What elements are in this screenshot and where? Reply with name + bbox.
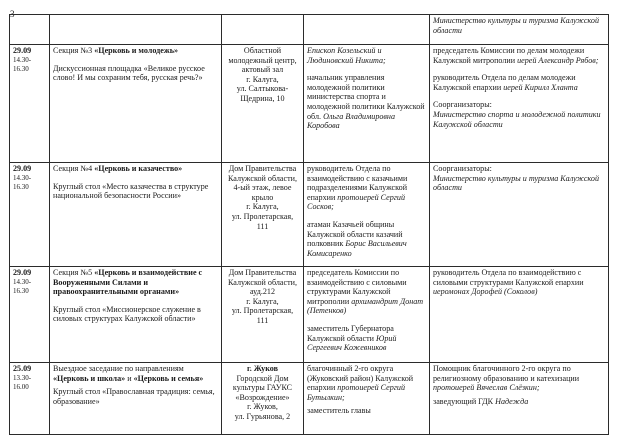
moderators-cell: Помощник благочинного 2-го округа по религиозному образованию и катехизации протоиерей Вячеслав Слёзкин; заведующий ГДК Надежда — [430, 363, 609, 435]
date-cell: 29.09 14.30-16.30 — [10, 163, 50, 267]
speakers-cell: руководитель Отдела по взаимодействию с казачьими подразделениями Калужской епархии протоиерей Сергий Сосков; атаман Казачьей общины Калужской области казачий полковник Борис Васильевич Комисаренко — [304, 163, 430, 267]
moderators-cell: руководитель Отдела по взаимодействию с силовыми структурами Калужской епархии иеромонах Дорофей (Соколов) — [430, 267, 609, 363]
table-row — [10, 267, 609, 363]
event-cell: Секция №4 «Церковь и казачество» Круглый стол «Место казачества в структуре национальной безопасности России» — [50, 163, 222, 267]
table-row — [10, 163, 609, 267]
date-cell: 29.09 14.30-16.30 — [10, 267, 50, 363]
event-cell: Секция №5 «Церковь и взаимодействие с Вооруженными Силами и правоохранительными органами» Круглый стол «Миссионерское служение в силовых структурах Калужской области» — [50, 267, 222, 363]
speakers-cell: благочинный 2-го округа (Жуковский район) Калужской епархии протоиерей Сергий Бутылкин; заместитель главы — [304, 363, 430, 435]
co-organizer: Министерство культуры и туризма Калужской области — [433, 16, 599, 35]
place-cell: г. Жуков Городской Дом культуры ГАУКС «Возрождение» г. Жуков, ул. Гурьянова, 2 — [222, 363, 304, 435]
table-row — [10, 45, 609, 163]
date-cell: 25.09 13.30-16.00 — [10, 363, 50, 435]
place-cell: Дом Правительства Калужской области, ауд.212 г. Калуга, ул. Пролетарская, 111 — [222, 267, 304, 363]
place-cell: Дом Правительства Калужской области, 4-ый этаж, левое крыло г. Калуга, ул. Пролетарская, 111 — [222, 163, 304, 267]
speakers-cell: Епископ Козельский и Людиновский Никита; начальник управления молодежной политики министерства спорта и молодежной политики Калужской обл. Ольга Владимировна Коробова — [304, 45, 430, 163]
table-row — [10, 363, 609, 435]
table-row — [10, 15, 609, 45]
event-description: Дискуссионная площадка «Великое русское слово! И мы сохраним тебя, русская речь?» — [53, 63, 205, 83]
event-cell — [50, 45, 222, 163]
page-number: 3 — [10, 9, 15, 19]
speakers-cell: председатель Комиссии по взаимодействию с силовыми структурами Калужской митрополии архимандрит Донат (Петенков) заместитель Губернатора Калужской области Юрий Сергеевич Кожевников — [304, 267, 430, 363]
moderators-cell: председатель Комиссии по делам молодежи Калужской митрополии иерей Александр Рябов; руководитель Отдела по делам молодежи Калужской епархии иерей Кирилл Хланта Соорганизаторы: Министерство спорта и молодежной политики Калужской области — [430, 45, 609, 163]
place-cell: Областной молодежный центр, актовый зал г. Калуга, ул. Салтыкова- Щедрина, 10 — [222, 45, 304, 163]
section-heading: Секция №3 «Церковь и молодежь» — [53, 46, 179, 55]
moderators-cell: Соорганизаторы: Министерство культуры и туризма Калужской области — [430, 163, 609, 267]
schedule-table — [9, 14, 609, 435]
event-cell: Выездное заседание по направлениям «Церковь и школа» и «Церковь и семья» Круглый стол «Православная традиция: семья, образование» — [50, 363, 222, 435]
date-cell: 29.09 14.30-16.30 — [10, 45, 50, 163]
